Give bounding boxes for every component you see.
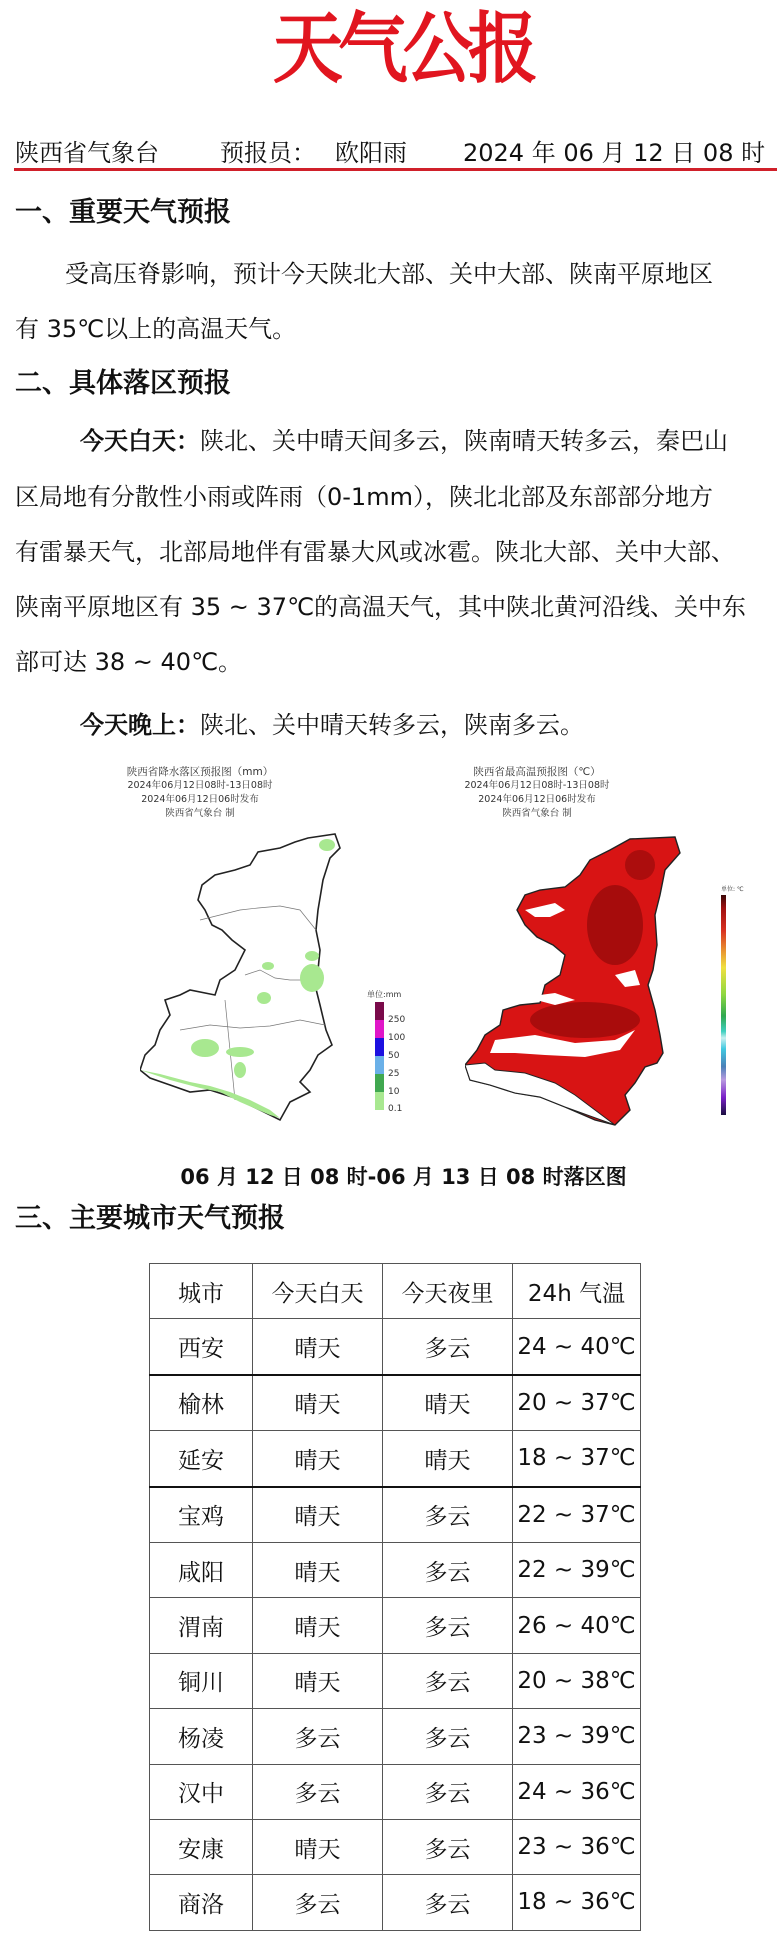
paragraph-line	[80, 709, 584, 741]
temperature-cell: 24 ~ 40℃	[513, 1319, 641, 1375]
temperature-cell: 26 ~ 40℃	[513, 1598, 641, 1653]
column-header: 今天夜里	[383, 1264, 513, 1319]
legend-label: 50	[388, 1051, 400, 1061]
paragraph-line: 区局地有分散性小雨或阵雨（0-1mm），陕北北部及东部部分地方	[15, 483, 713, 511]
title-char: 气	[338, 3, 408, 95]
night-weather-cell: 多云	[383, 1598, 513, 1653]
table-row	[150, 1653, 641, 1708]
title-char: 报	[468, 3, 538, 95]
legend-swatch	[375, 1056, 384, 1074]
city-cell: 榆林	[150, 1375, 253, 1431]
night-weather-cell: 晴天	[383, 1375, 513, 1431]
temperature-cell: 20 ~ 38℃	[513, 1653, 641, 1708]
legend-label: 0.1	[388, 1104, 403, 1114]
city-cell: 西安	[150, 1319, 253, 1375]
night-weather-cell: 多云	[383, 1819, 513, 1874]
table-row	[150, 1709, 641, 1764]
column-header: 24h 气温	[513, 1264, 641, 1319]
section-heading-area: 二、具体落区预报	[15, 368, 231, 399]
section-heading-cities: 三、主要城市天气预报	[15, 1203, 285, 1234]
legend-swatch	[375, 1002, 384, 1020]
issuer: 陕西省气象台	[15, 139, 159, 167]
paragraph-line: 有 35℃以上的高温天气。	[15, 315, 297, 343]
night-weather-cell: 晴天	[383, 1431, 513, 1487]
precip-legend-unit: 单位:mm	[367, 990, 402, 999]
day-weather-cell: 晴天	[253, 1653, 383, 1708]
legend-swatch	[375, 1038, 384, 1056]
temp-map-period: 2024年06月12日08时-13日08时	[464, 780, 610, 791]
temperature-cell: 20 ~ 37℃	[513, 1375, 641, 1431]
precip-map	[140, 830, 380, 1130]
temp-map-caption	[437, 765, 637, 821]
night-weather-cell: 多云	[383, 1487, 513, 1543]
city-cell: 宝鸡	[150, 1487, 253, 1543]
temp-map-title: 陕西省最高温预报图（℃）	[473, 766, 601, 778]
precip-map-caption	[100, 765, 300, 821]
day-weather-cell: 晴天	[253, 1542, 383, 1597]
temp-legend	[721, 885, 771, 1120]
temperature-cell: 18 ~ 36℃	[513, 1875, 641, 1930]
paragraph-line: 陕南平原地区有 35 ~ 37℃的高温天气，其中陕北黄河沿线、关中东	[15, 593, 747, 621]
day-weather-cell: 多云	[253, 1709, 383, 1764]
table-header-row	[150, 1264, 641, 1319]
day-weather-cell: 晴天	[253, 1319, 383, 1375]
table-row	[150, 1542, 641, 1597]
paragraph-line: 受高压脊影响，预计今天陕北大部、关中大部、陕南平原地区	[65, 260, 713, 288]
legend-swatch	[375, 1092, 384, 1110]
day-weather-cell: 多云	[253, 1764, 383, 1819]
column-header: 今天白天	[253, 1264, 383, 1319]
legend-label: 10	[388, 1087, 400, 1097]
temp-map-producer: 陕西省气象台 制	[502, 808, 572, 819]
table-row	[150, 1819, 641, 1874]
legend-swatch	[375, 1020, 384, 1038]
temperature-cell: 24 ~ 36℃	[513, 1764, 641, 1819]
temperature-cell: 18 ~ 37℃	[513, 1431, 641, 1487]
table-row	[150, 1764, 641, 1819]
temperature-cell: 23 ~ 39℃	[513, 1709, 641, 1764]
forecaster-label: 预报员：	[220, 139, 316, 167]
paragraph-line: 有雷暴天气，北部局地伴有雷暴大风或冰雹。陕北大部、关中大部、	[15, 538, 735, 566]
title-char: 公	[403, 3, 473, 95]
city-cell: 铜川	[150, 1653, 253, 1708]
temp-map-issued: 2024年06月12日06时发布	[478, 794, 596, 805]
table-row	[150, 1431, 641, 1487]
day-label: 今天白天：	[80, 427, 200, 455]
legend-label: 25	[388, 1069, 400, 1079]
precip-map-period: 2024年06月12日08时-13日08时	[127, 780, 273, 791]
city-cell: 商洛	[150, 1875, 253, 1930]
day-text: 陕北、关中晴天间多云，陕南晴天转多云，秦巴山	[200, 427, 728, 455]
night-weather-cell: 多云	[383, 1875, 513, 1930]
city-cell: 汉中	[150, 1764, 253, 1819]
column-header: 城市	[150, 1264, 253, 1319]
title-char: 天	[273, 3, 343, 95]
table-row	[150, 1875, 641, 1930]
night-weather-cell: 多云	[383, 1542, 513, 1597]
night-text: 陕北、关中晴天转多云，陕南多云。	[200, 711, 584, 739]
day-weather-cell: 晴天	[253, 1819, 383, 1874]
forecaster-name: 欧阳雨	[335, 139, 407, 167]
precip-legend	[367, 990, 425, 1120]
temp-legend-unit: 单位: ℃	[721, 886, 744, 893]
table-row	[150, 1375, 641, 1431]
day-weather-cell: 晴天	[253, 1598, 383, 1653]
city-cell: 安康	[150, 1819, 253, 1874]
temp-map	[465, 835, 690, 1130]
bulletin-header	[15, 138, 777, 168]
day-weather-cell: 晴天	[253, 1375, 383, 1431]
precip-map-title: 陕西省降水落区预报图（mm）	[126, 766, 274, 778]
table-row	[150, 1487, 641, 1543]
paragraph-line: 部可达 38 ~ 40℃。	[15, 648, 243, 676]
legend-label: 100	[388, 1033, 406, 1043]
temperature-cell: 22 ~ 37℃	[513, 1487, 641, 1543]
precip-map-producer: 陕西省气象台 制	[165, 808, 235, 819]
temperature-cell: 23 ~ 36℃	[513, 1819, 641, 1874]
day-weather-cell: 晴天	[253, 1487, 383, 1543]
city-cell: 渭南	[150, 1598, 253, 1653]
city-cell: 咸阳	[150, 1542, 253, 1597]
city-cell: 杨凌	[150, 1709, 253, 1764]
table-row	[150, 1319, 641, 1375]
night-weather-cell: 多云	[383, 1709, 513, 1764]
city-cell: 延安	[150, 1431, 253, 1487]
night-weather-cell: 多云	[383, 1653, 513, 1708]
night-weather-cell: 多云	[383, 1764, 513, 1819]
header-divider	[14, 168, 777, 171]
day-weather-cell: 多云	[253, 1875, 383, 1930]
temperature-cell: 22 ~ 39℃	[513, 1542, 641, 1597]
section-heading-important: 一、重要天气预报	[15, 197, 231, 228]
paragraph-line	[80, 425, 728, 457]
city-forecast-table	[149, 1263, 641, 1931]
bulletin-title	[0, 3, 777, 95]
night-label: 今天晚上：	[80, 711, 200, 739]
table-row	[150, 1598, 641, 1653]
legend-label: 250	[388, 1015, 406, 1025]
maps-caption: 06 月 12 日 08 时-06 月 13 日 08 时落区图	[180, 1165, 627, 1189]
night-weather-cell: 多云	[383, 1319, 513, 1375]
precip-map-issued: 2024年06月12日06时发布	[141, 794, 259, 805]
issue-datetime: 2024 年 06 月 12 日 08 时	[463, 139, 766, 167]
legend-swatch	[375, 1074, 384, 1092]
day-weather-cell: 晴天	[253, 1431, 383, 1487]
temp-legend-colorbar	[721, 895, 726, 1115]
